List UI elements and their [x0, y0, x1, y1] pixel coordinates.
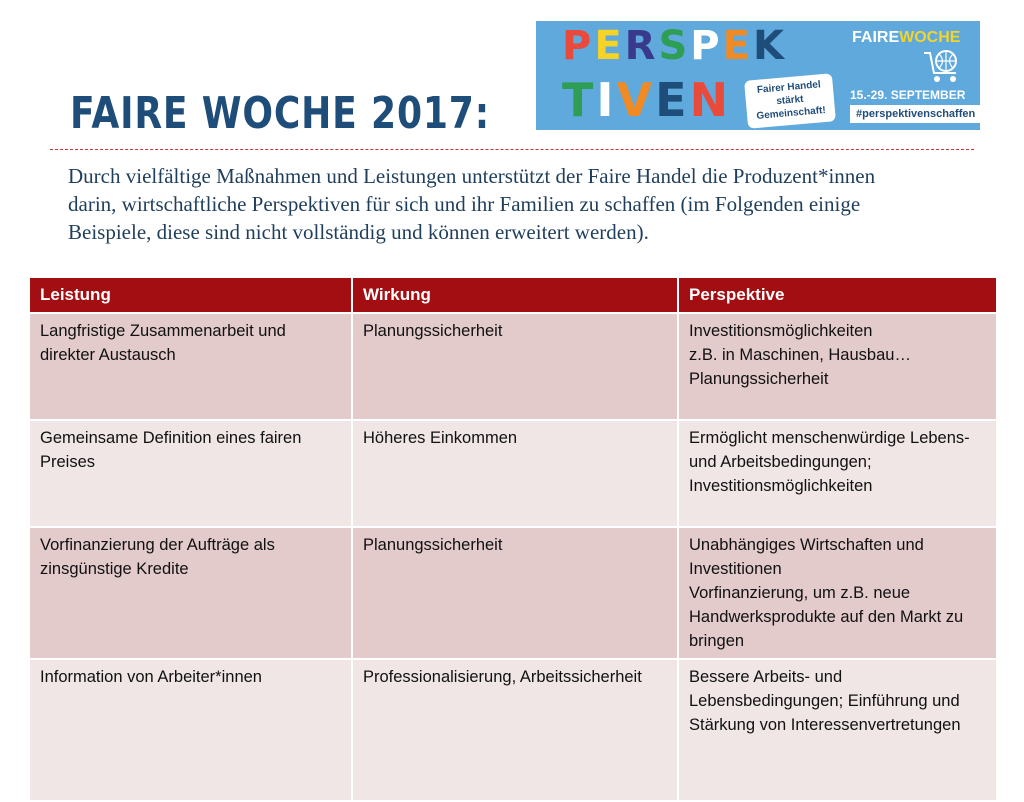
cell-text: Vorfinanzierung der Aufträge als zinsgünstige Kredite: [40, 536, 275, 578]
banner-word-line-1: [562, 23, 787, 69]
cell-text: Unabhängiges Wirtschaften und Investitionen: [689, 536, 924, 578]
table-header-row: [29, 277, 997, 313]
table-row: [29, 420, 997, 527]
cell-text: Gemeinsame Definition eines fairen Preises: [40, 429, 302, 471]
table-row: [29, 659, 997, 801]
banner-letter: P: [562, 23, 595, 69]
cell-text: Planungssicherheit: [363, 536, 503, 554]
banner-letter: E: [722, 23, 753, 69]
cell-leistung: [29, 659, 352, 801]
dashed-divider: [50, 149, 974, 150]
cell-wirkung: [352, 420, 678, 527]
cell-text: Planungssicherheit: [689, 370, 829, 388]
cell-perspektive: [678, 313, 997, 420]
cell-text: Investitionsmöglichkeiten: [689, 322, 873, 340]
banner-hashtag: #perspektivenschaffen: [850, 105, 980, 123]
header-wirkung: Wirkung: [352, 277, 678, 313]
cell-text: Planungssicherheit: [363, 322, 503, 340]
cell-leistung: [29, 313, 352, 420]
banner-letter: S: [658, 23, 691, 69]
banner-letter: K: [752, 23, 787, 69]
logo-part-1: FAIRE: [852, 29, 900, 46]
table-row: [29, 527, 997, 659]
cell-wirkung: [352, 659, 678, 801]
cell-text: Information von Arbeiter*innen: [40, 668, 262, 686]
bubble-line: Gemeinschaft!: [756, 104, 827, 122]
cell-leistung: [29, 420, 352, 527]
cell-text: Professionalisierung, Arbeitssicherheit: [363, 668, 642, 686]
cell-text: Bessere Arbeits- und Lebensbedingungen; Einführung und Stärkung von Interessenvertretungen: [689, 668, 961, 734]
faire-woche-banner: [536, 21, 980, 130]
cell-perspektive: [678, 420, 997, 527]
measures-table: [28, 276, 998, 802]
cell-perspektive: [678, 527, 997, 659]
banner-letter: P: [690, 23, 723, 69]
table-row: [29, 313, 997, 420]
cell-text: Langfristige Zusammenarbeit und direkter Austausch: [40, 322, 286, 364]
bubble-line: Fairer Handel: [756, 79, 822, 96]
cell-wirkung: [352, 313, 678, 420]
shopping-cart-globe-icon: [922, 49, 962, 83]
banner-letter: N: [689, 73, 732, 127]
banner-letter: E: [594, 23, 625, 69]
cell-perspektive: [678, 659, 997, 801]
speech-bubble: [744, 73, 836, 128]
banner-letter: T: [562, 73, 597, 127]
cell-text: Vorfinanzierung, um z.B. neue Handwerksprodukte auf den Markt zu bringen: [689, 584, 964, 650]
banner-letter: R: [624, 23, 659, 69]
banner-letter: E: [655, 73, 690, 127]
cell-text: Höheres Einkommen: [363, 429, 518, 447]
faire-woche-logo: [852, 29, 960, 47]
cell-text: Ermöglicht menschenwürdige Lebens- und Arbeitsbedingungen; Investitionsmöglichkeiten: [689, 429, 970, 495]
banner-letter: V: [616, 73, 656, 127]
cell-text: z.B. in Maschinen, Hausbau…: [689, 346, 911, 364]
header-perspektive: Perspektive: [678, 277, 997, 313]
slide-title: FAIRE WOCHE 2017:: [70, 88, 490, 139]
banner-dates: 15.-29. SEPTEMBER: [850, 88, 966, 102]
banner-letter: I: [596, 73, 617, 127]
header-leistung: Leistung: [29, 277, 352, 313]
cell-wirkung: [352, 527, 678, 659]
intro-paragraph: Durch vielfältige Maßnahmen und Leistungen unterstützt der Faire Handel die Produzent*innen darin, wirtschaftliche Perspektiven für sich und ihr Familien zu schaffen (im Folgenden einige Beispiele, diese sind nicht vollständig und können erweitert werden).: [68, 164, 876, 244]
cell-leistung: [29, 527, 352, 659]
banner-word-line-2: [562, 73, 731, 127]
logo-part-2: WOCHE: [899, 29, 961, 46]
bubble-line: stärkt: [775, 93, 805, 108]
